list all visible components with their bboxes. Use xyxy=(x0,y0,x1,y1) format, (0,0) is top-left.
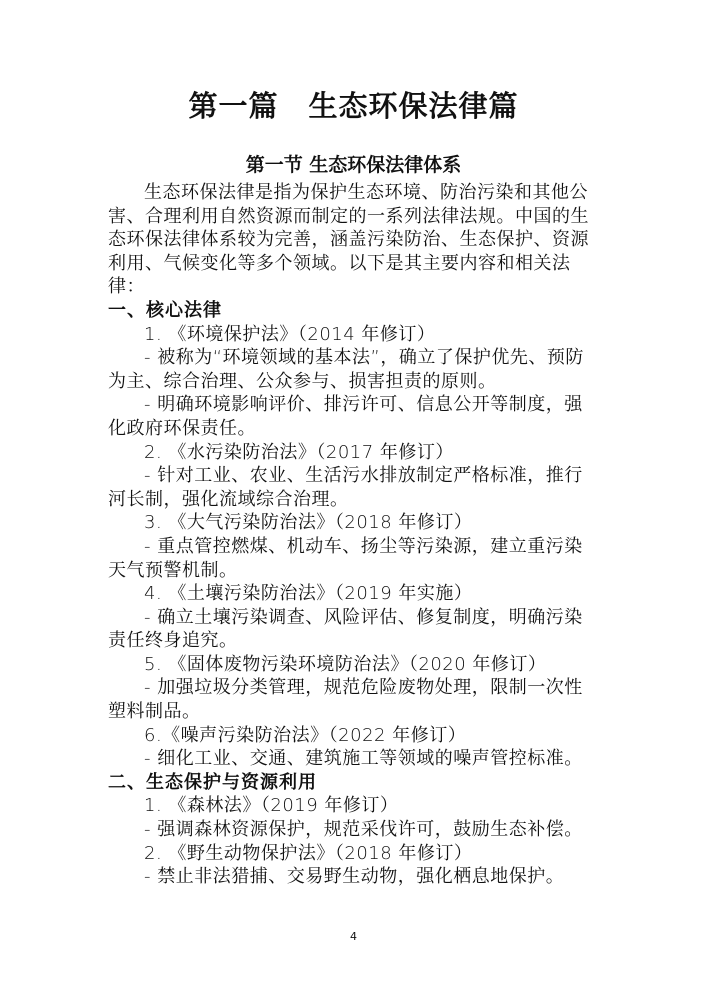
law-description: - 禁止非法猎捕、交易野生动物，强化栖息地保护。 xyxy=(144,866,565,888)
law-title: 5. 《固体废物污染环境防治法》（2020 年修订） xyxy=(144,653,547,675)
law-description: - 明确环境影响评价、排污许可、信息公开等制度，强化政府环保责任。 xyxy=(108,394,583,439)
document-body xyxy=(108,181,600,889)
law-description: - 被称为“环境领域的基本法”，确立了保护优先、预防为主、综合治理、公众参与、损害担责的原则。 xyxy=(108,347,584,392)
law-description: - 细化工业、交通、建筑施工等领域的噪声管控标准。 xyxy=(144,748,583,770)
law-title: 2. 《野生动物保护法》（2018 年修订） xyxy=(144,842,473,864)
law-description: - 强调森林资源保护，规范采伐许可，鼓励生态补偿。 xyxy=(144,819,583,841)
law-title: 4. 《土壤污染防治法》（2019 年实施） xyxy=(144,583,473,605)
law-description: - 确立土壤污染调查、风险评估、修复制度，明确污染责任终身追究。 xyxy=(108,606,583,652)
law-title: 2. 《水污染防治法》（2017 年修订） xyxy=(144,441,454,463)
part2-heading: 二、生态保护与资源利用 xyxy=(108,771,317,793)
law-title: 1. 《环境保护法》（2014 年修订） xyxy=(144,323,436,345)
part1-heading: 一、核心法律 xyxy=(108,299,222,321)
law-title: 3. 《大气污染防治法》（2018 年修订） xyxy=(144,512,473,534)
law-description: - 针对工业、农业、生活污水排放制定严格标准，推行河长制，强化流域综合治理。 xyxy=(108,465,583,510)
law-title: 1. 《森林法》（2019 年修订） xyxy=(144,795,399,817)
page-title: 第一篇 生态环保法律篇 xyxy=(188,89,519,123)
section-title: 第一节 生态环保法律体系 xyxy=(245,154,462,176)
page-number: 4 xyxy=(350,930,357,943)
law-description: - 加强垃圾分类管理，规范危险废物处理，限制一次性塑料制品。 xyxy=(108,677,583,723)
law-description: - 重点管控燃煤、机动车、扬尘等污染源，建立重污染天气预警机制。 xyxy=(108,535,583,581)
law-title: 6.《噪声污染防治法》（2022 年修订） xyxy=(144,724,467,746)
intro-paragraph: 生态环保法律是指为保护生态环境、防治污染和其他公害、合理利用自然资源而制定的一系列法律法规。中国的生态环保法律体系较为完善，涵盖污染防治、生态保护、资源利用、气候变化等多个领域。以下是其主要内容和相关法律： xyxy=(108,182,589,298)
